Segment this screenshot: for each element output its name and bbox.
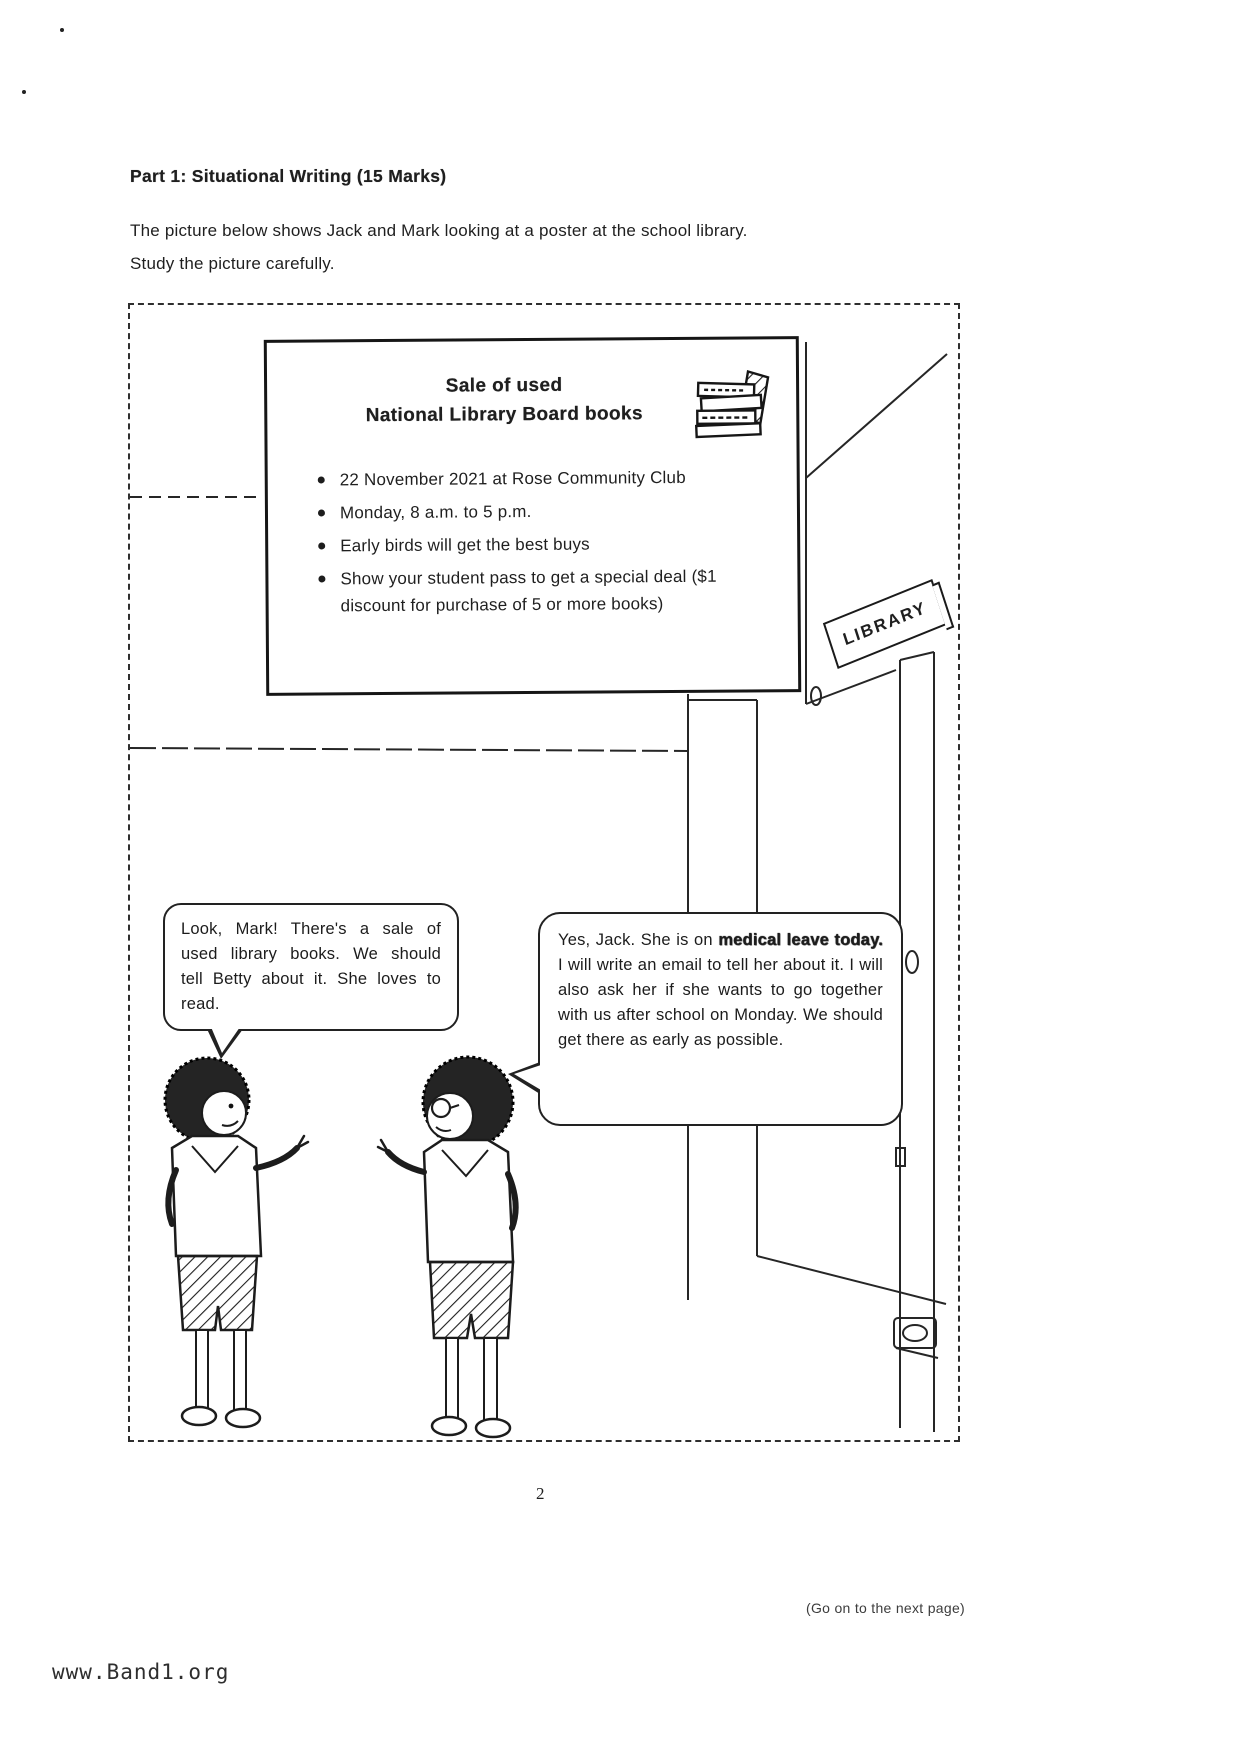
poster-bullet: Monday, 8 a.m. to 5 p.m.	[314, 497, 724, 527]
intro-text	[130, 214, 950, 280]
poster-title-line-1: Sale of used	[445, 374, 563, 397]
speech-bubble-left: Look, Mark! There's a sale of used library books. We should tell Betty about it. She loves to read.	[163, 903, 459, 1031]
watermark: www.Band1.org	[52, 1660, 230, 1684]
go-on-note: (Go on to the next page)	[806, 1600, 965, 1616]
sale-poster	[264, 336, 801, 696]
speech-bubble-right	[538, 912, 903, 1126]
speech-right-emphasis: medical leave today.	[718, 931, 883, 949]
page-number: 2	[536, 1484, 545, 1503]
poster-bullet: Early birds will get the best buys	[314, 530, 724, 560]
intro-line-1: The picture below shows Jack and Mark looking at a poster at the school library.	[130, 221, 748, 240]
speech-right-part-1: Yes, Jack. She is on	[558, 931, 719, 949]
poster-bullet-list	[314, 464, 725, 626]
books-stack-icon	[692, 357, 781, 448]
poster-title	[279, 370, 729, 431]
scan-speck	[60, 28, 64, 32]
poster-bullet: Show your student pass to get a special deal ($1 discount for purchase of 5 or more books)	[314, 563, 724, 620]
scan-speck	[22, 90, 26, 94]
poster-bullet: 22 November 2021 at Rose Community Club	[314, 464, 724, 494]
library-sign: LIBRARY	[823, 579, 947, 669]
speech-right-part-2: I will write an email to tell her about it. I will also ask her if she wants to go together with us after school on Monday. We should get there as early as possible.	[558, 956, 883, 1049]
poster-title-line-2: National Library Board books	[365, 403, 643, 427]
intro-line-2: Study the picture carefully.	[130, 254, 335, 273]
page-title: Part 1: Situational Writing (15 Marks)	[130, 166, 447, 186]
